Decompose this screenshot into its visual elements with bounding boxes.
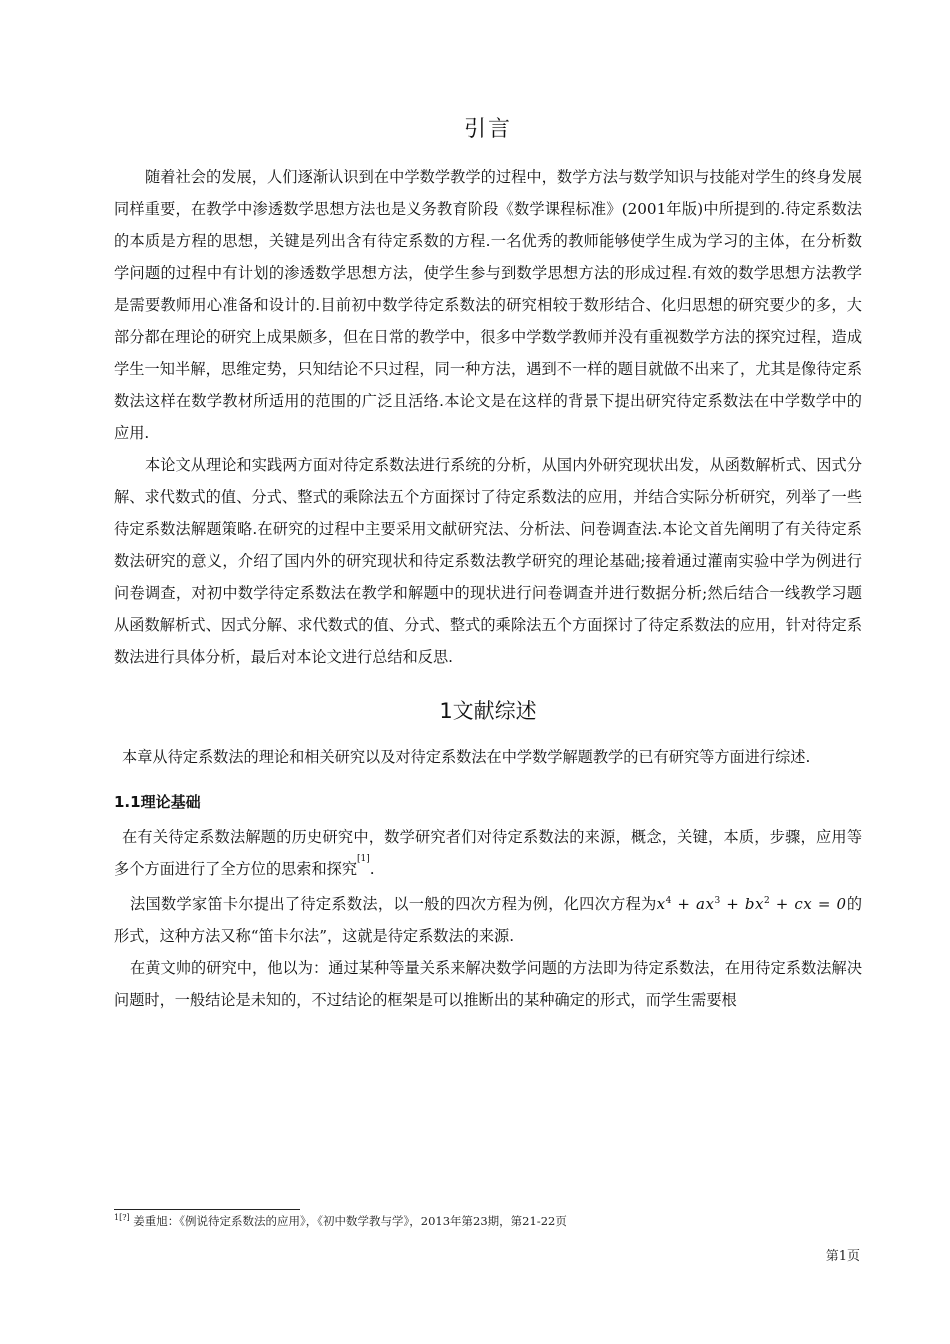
page-number: 第1页 (825, 1249, 860, 1264)
chapter-1-title: 1文献综述 (439, 699, 537, 723)
citation-ref-1[interactable]: [1] (357, 854, 370, 864)
page-content (114, 112, 862, 1016)
section-1-1-paragraph-1-text: 在有关待定系数法解题的历史研究中，数学研究者们对待定系数法的来源，概念，关键，本质，步骤，应用等多个方面进行了全方位的思索和探究 (114, 828, 862, 878)
section-1-1-paragraph-2 (114, 885, 862, 952)
footnote-text: 姜重旭：《例说待定系数法的应用》，《初中数学教与学》，2013年第23期，第21-22页 (129, 1214, 567, 1228)
section-1-1-paragraph-1-end: . (369, 860, 375, 878)
section-1-1-paragraph-3: 在黄文帅的研究中，他以为：通过某种等量关系来解决数学问题的方法即为待定系数法，在用待定系数法解决问题时，一般结论是未知的，不过结论的框架是可以推断出的某种确定的形式，而学生需要根 (114, 959, 862, 1009)
footnote-divider (114, 1209, 300, 1210)
section-1-1-paragraph-1 (114, 821, 862, 885)
intro-title: 引言 (463, 117, 512, 142)
section-1-1-paragraph-2-after: 的形式，这种方法又称“笛卡尔法”，这就是待定系数法的来源. (114, 895, 863, 945)
footnote (114, 1213, 567, 1229)
section-1-1-title: 1.1理论基础 (114, 793, 201, 811)
quartic-equation-formula: $x^4 + ax^3 + bx^2$ + cx = 0 (656, 895, 847, 913)
footnote-mark: 1[?] (114, 1213, 130, 1223)
chapter-1-paragraph: 本章从待定系数法的理论和相关研究以及对待定系数法在中学数学解题教学的已有研究等方面进行综述. (122, 748, 811, 766)
section-1-1-paragraph-2-before: 法国数学家笛卡尔提出了待定系数法，以一般的四次方程为例，化四次方程为 (130, 895, 657, 913)
intro-paragraph-1: 随着社会的发展，人们逐渐认识到在中学数学教学的过程中，数学方法与数学知识与技能对学生的终身发展同样重要，在教学中渗透数学思想方法也是义务教育阶段《数学课程标准》(2001年版)中所提到的.待定系数法的本质是方程的思想，关键是列出含有待定系数的方程.一名优秀的教师能够使学生成为学习的主体，在分析数学问题的过程中有计划的渗透数学思想方法，使学生参与到数学思想方法的形成过程.有效的数学思想方法教学是需要教师用心准备和设计的.目前初中数学待定系数法的研究相较于数形结合、化归思想的研究要少的多，大部分都在理论的研究上成果颇多，但在日常的教学中，很多中学数学教师并没有重视数学方法的探究过程，造成学生一知半解，思维定势，只知结论不只过程，同一种方法，遇到不一样的题目就做不出来了，尤其是像待定系数法这样在数学教材所适用的范围的广泛且活络.本论文是在这样的背景下提出研究待定系数法在中学数学中的应用. (114, 168, 862, 442)
intro-paragraph-2: 本论文从理论和实践两方面对待定系数法进行系统的分析，从国内外研究现状出发，从函数解析式、因式分解、求代数式的值、分式、整式的乘除法五个方面探讨了待定系数法的应用，并结合实际分析研究，列举了一些待定系数法解题策略.在研究的过程中主要采用文献研究法、分析法、问卷调查法.本论文首先阐明了有关待定系数法研究的意义，介绍了国内外的研究现状和待定系数法教学研究的理论基础;接着通过灌南实验中学为例进行问卷调查，对初中数学待定系数法在教学和解题中的现状进行问卷调查并进行数据分析;然后结合一线教学习题从函数解析式、因式分解、求代数式的值、分式、整式的乘除法五个方面探讨了待定系数法的应用，针对待定系数法进行具体分析，最后对本论文进行总结和反思. (114, 456, 862, 666)
